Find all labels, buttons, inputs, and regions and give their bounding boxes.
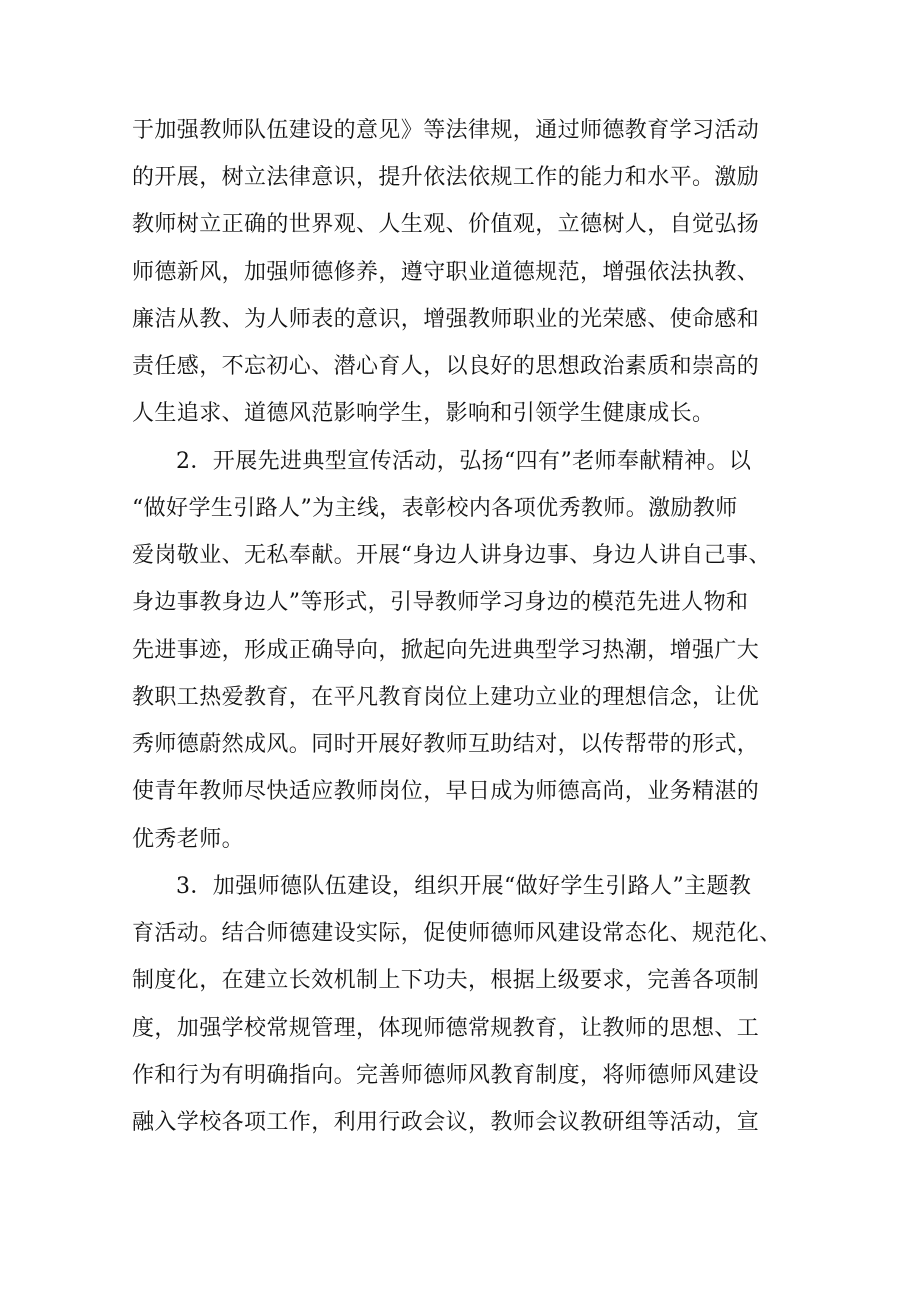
text-line: 的开展，树立法律意识，提升依法依规工作的能力和水平。激励 <box>132 165 760 190</box>
text-line: 爱岗敬业、无私奉献。开展“身边人讲身边事、身边人讲自己事、 <box>132 543 771 568</box>
text-line: 于加强教师队伍建设的意见》等法律规，通过师德教育学习活动 <box>132 118 760 143</box>
text-line: 融入学校各项工作，利用行政会议，教师会议教研组等活动，宣 <box>132 1110 760 1135</box>
text-line: 廉洁从教、为人师表的意识，增强教师职业的光荣感、使命感和 <box>132 307 760 332</box>
text-line: 责任感，不忘初心、潜心育人，以良好的思想政治素质和崇高的 <box>132 354 760 379</box>
text-line: 秀师德蔚然成风。同时开展好教师互助结对，以传帮带的形式， <box>132 732 760 757</box>
text-line: 师德新风，加强师德修养，遵守职业道德规范，增强依法执教、 <box>132 260 760 285</box>
text-line: 制度化，在建立长效机制上下功夫，根据上级要求，完善各项制 <box>132 968 760 993</box>
text-line: 身边事教身边人”等形式，引导教师学习身边的模范先进人物和 <box>132 590 749 615</box>
text-line: 人生追求、道德风范影响学生，影响和引领学生健康成长。 <box>132 401 715 426</box>
text-line: 作和行为有明确指向。完善师德师风教育制度，将师德师风建设 <box>132 1063 760 1088</box>
text-line: 教职工热爱教育，在平凡教育岗位上建功立业的理想信念，让优 <box>132 685 760 710</box>
text-line: 教师树立正确的世界观、人生观、价值观，立德树人，自觉弘扬 <box>132 212 760 237</box>
paragraph-2-first-line: 2．开展先进典型宣传活动，弘扬“四有”老师奉献精神。以 <box>176 449 752 474</box>
text-line: 度，加强学校常规管理，体现师德常规教育，让教师的思想、工 <box>132 1016 760 1041</box>
text-line: 使青年教师尽快适应教师岗位，早日成为师德高尚，业务精湛的 <box>132 779 760 804</box>
text-line: “做好学生引路人”为主线，表彰校内各项优秀教师。激励教师 <box>132 496 738 521</box>
text-line: 先进事迹，形成正确导向，掀起向先进典型学习热潮，增强广大 <box>132 638 760 663</box>
paragraph-3-first-line: 3．加强师德队伍建设，组织开展“做好学生引路人”主题教 <box>176 874 752 899</box>
text-line: 优秀老师。 <box>132 827 245 852</box>
text-line: 育活动。结合师德建设实际，促使师德师风建设常态化、规范化、 <box>132 921 782 946</box>
